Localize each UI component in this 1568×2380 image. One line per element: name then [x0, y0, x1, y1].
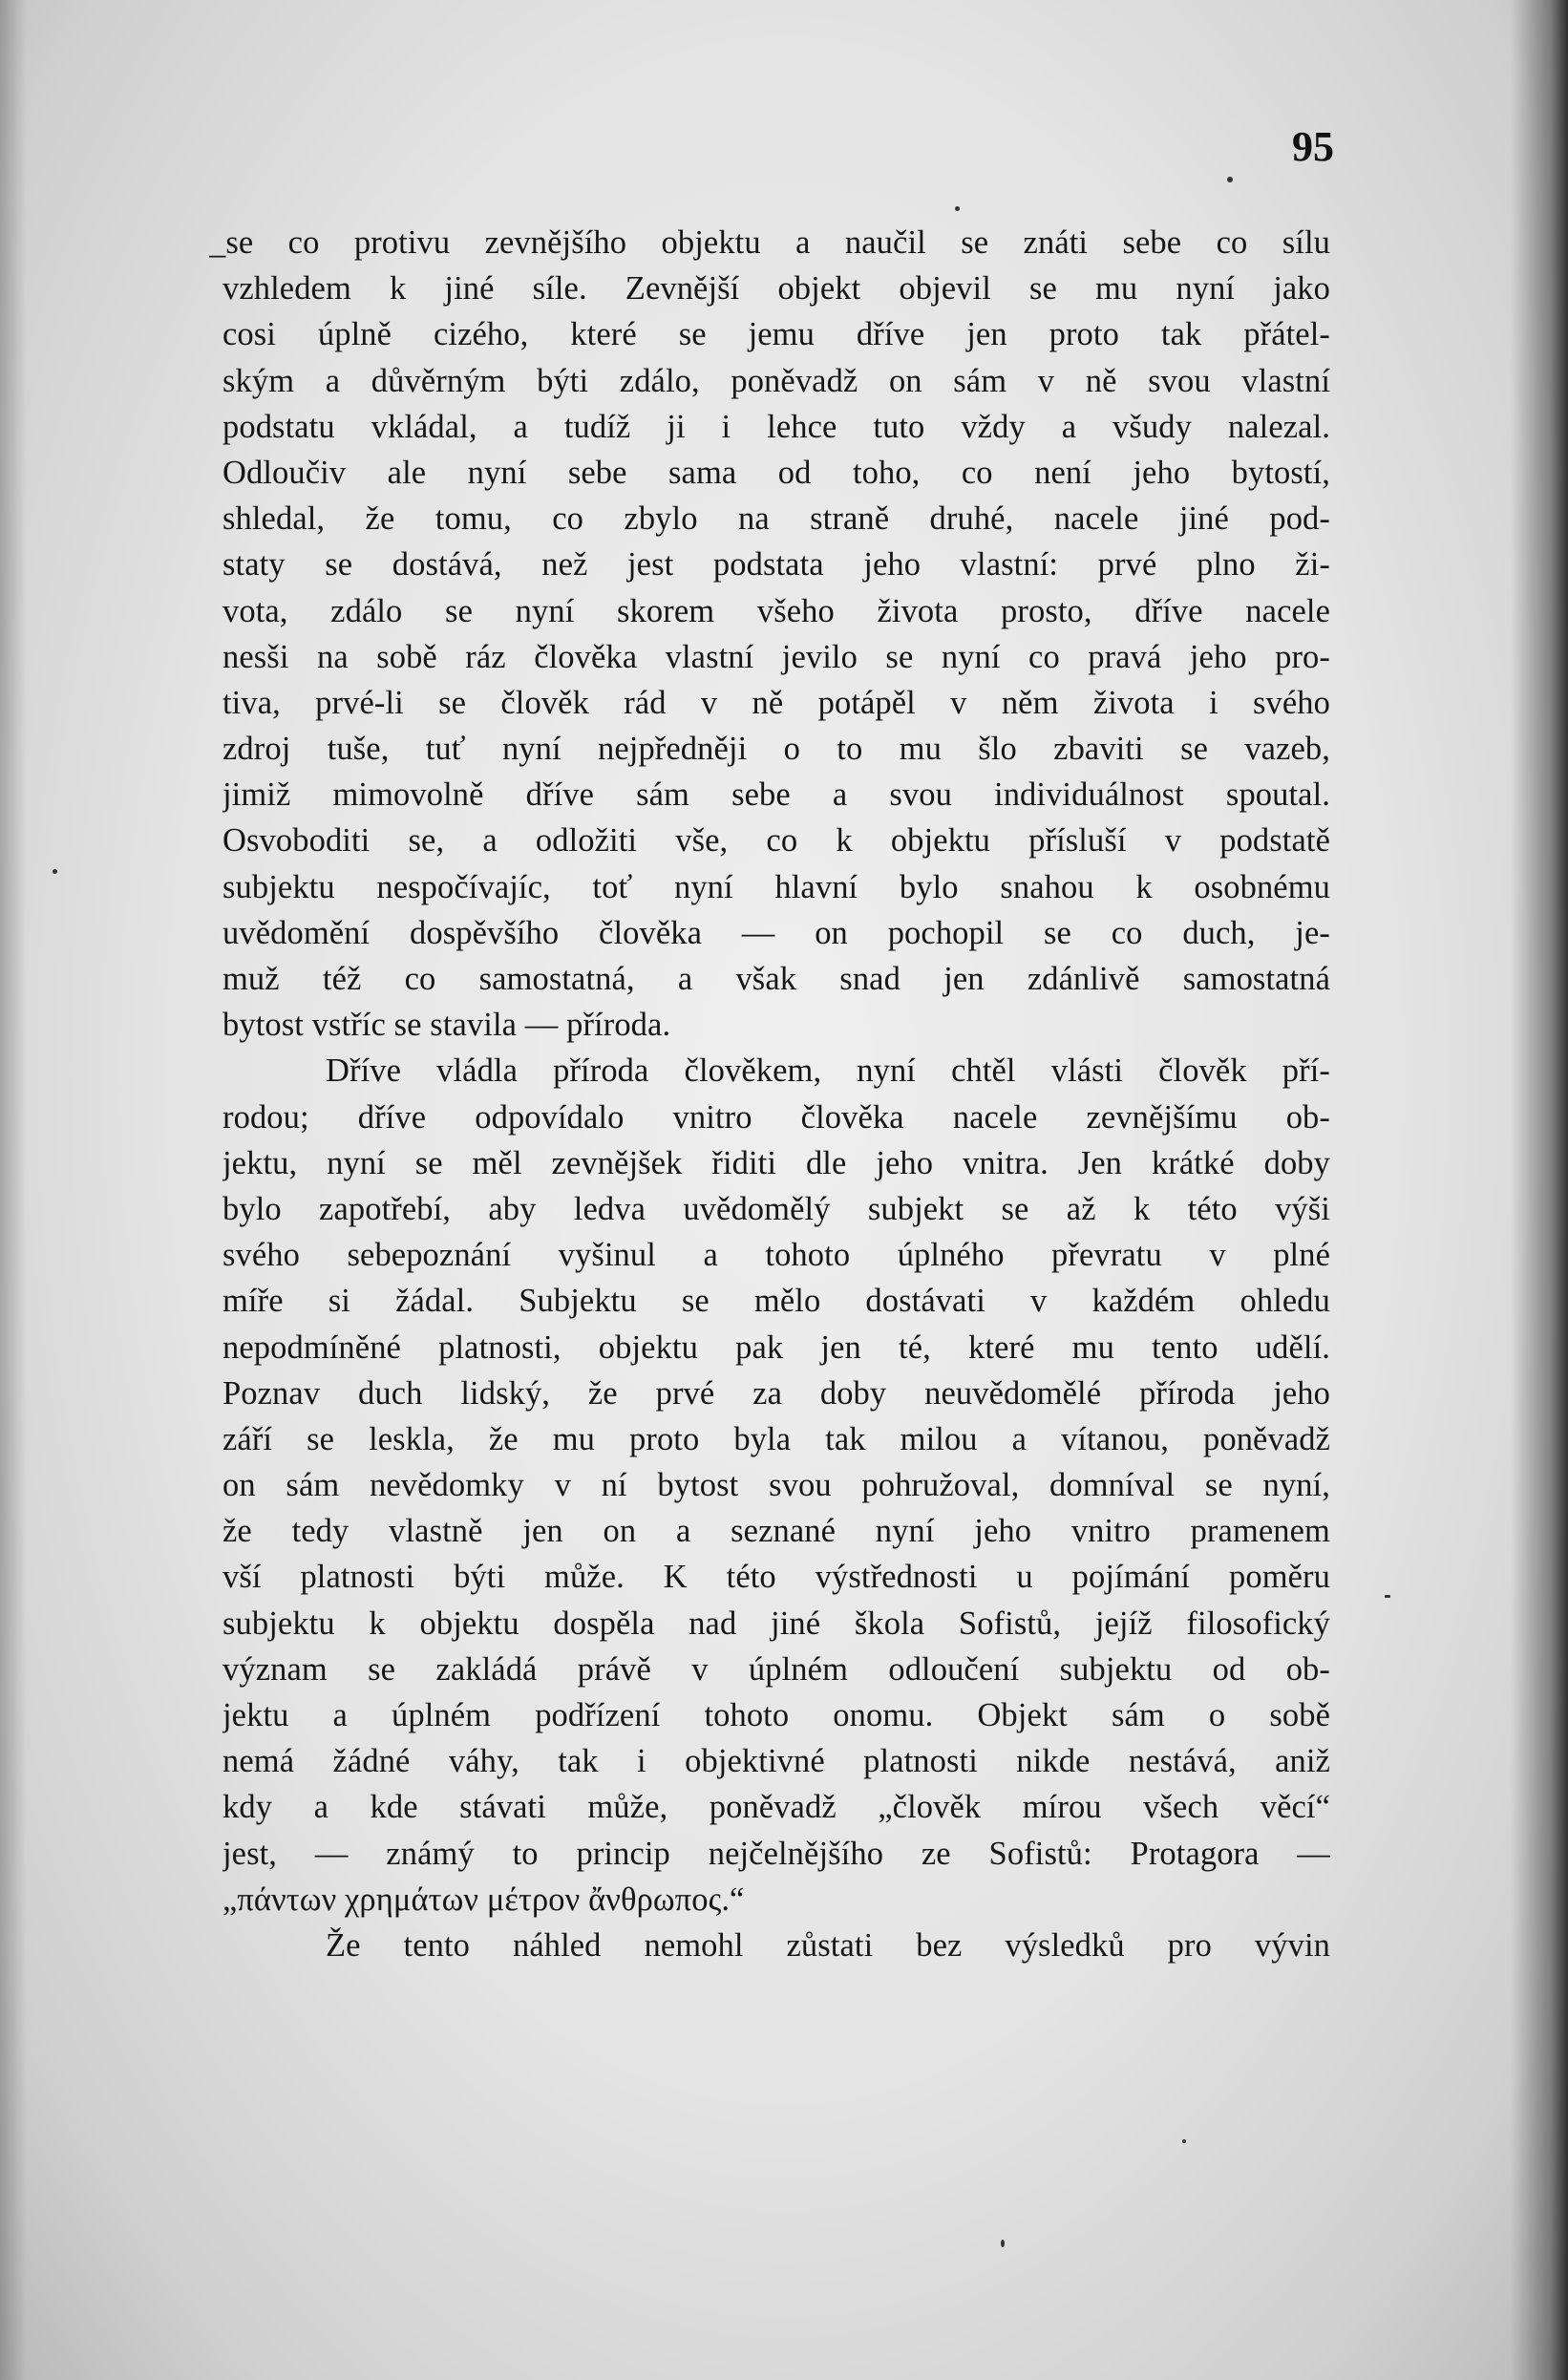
- scan-speck: [1182, 2139, 1186, 2143]
- text-line: nemá žádné váhy, tak i objektivné platnosti nikde nestává, aniž: [222, 1743, 1330, 1780]
- scan-speck: [1385, 1595, 1390, 1598]
- text-line: Odloučiv ale nyní sebe sama od toho, co není jeho bytostí,: [222, 454, 1330, 491]
- text-line: Osvoboditi se, a odložiti vše, co k objektu přísluší v podstatě: [222, 822, 1330, 860]
- text-line: význam se zakládá právě v úplném odloučení subjektu od ob-: [222, 1650, 1330, 1688]
- text-line: vší platnosti býti může. K této výstřednosti u pojímání poměru: [222, 1559, 1330, 1596]
- text-line: Dříve vládla příroda člověkem, nyní chtěl vlásti člověk pří-: [326, 1052, 1330, 1090]
- text-line: subjektu nespočívajíc, toť nyní hlavní bylo snahou k osobnému: [222, 868, 1330, 905]
- text-line: shledal, že tomu, co zbylo na straně druhé, nacele jiné pod-: [222, 500, 1330, 538]
- text-line: zdroj tuše, tuť nyní nejpředněji o to mu šlo zbaviti se vazeb,: [222, 731, 1330, 768]
- text-line: subjektu k objektu dospěla nad jiné škola Sofistů, jejíž filosofický: [222, 1604, 1330, 1642]
- text-line: jest, — známý to princip nejčelnějšího ze Sofistů: Protagora —: [222, 1835, 1330, 1872]
- text-line: nepodmíněné platnosti, objektu pak jen té, které mu tento udělí.: [222, 1328, 1330, 1366]
- text-line: že tedy vlastně jen on a seznané nyní jeho vnitro pramenem: [222, 1513, 1330, 1550]
- text-line: tiva, prvé-li se člověk rád v ně potápěl v něm života i svého: [222, 684, 1330, 721]
- text-line: jektu, nyní se měl zevnějšek řiditi dle jeho vnitra. Jen krátké doby: [222, 1144, 1330, 1181]
- page-number: 95: [1292, 123, 1334, 170]
- text-line: míře si žádal. Subjektu se mělo dostávati v každém ohledu: [222, 1283, 1330, 1320]
- text-line: on sám nevědomky v ní bytost svou pohružoval, domníval se nyní,: [222, 1467, 1330, 1504]
- text-line: nesši na sobě ráz člověka vlastní jevilo se nyní co pravá jeho pro-: [222, 638, 1330, 675]
- scan-speck: [53, 869, 57, 874]
- text-line: bytost vstříc se stavila — příroda.: [222, 1007, 671, 1044]
- text-line: uvědomění dospěvšího člověka — on pochopil se co duch, je-: [222, 914, 1330, 951]
- text-line: jimiž mimovolně dříve sám sebe a svou individuálnost spoutal.: [222, 776, 1330, 814]
- scan-edge-left: [0, 0, 27, 2380]
- text-line: vota, zdálo se nyní skorem všeho života prosto, dříve nacele: [222, 592, 1330, 629]
- scan-speck: [1001, 2240, 1005, 2247]
- text-line: svého sebepoznání vyšinul a tohoto úplného převratu v plné: [222, 1237, 1330, 1274]
- text-line: kdy a kde stávati může, poněvadž „člověk mírou všech věcí“: [222, 1789, 1330, 1826]
- text-line: staty se dostává, než jest podstata jeho vlastní: prvé plno ži-: [222, 546, 1330, 584]
- text-line: podstatu vkládal, a tudíž ji i lehce tuto vždy a všudy nalezal.: [222, 408, 1330, 445]
- text-line: muž též co samostatná, a však snad jen zdánlivě samostatná: [222, 961, 1330, 997]
- text-line: ským a důvěrným býti zdálo, poněvadž on sám v ně svou vlastní: [222, 362, 1330, 399]
- body-text: [209, 220, 1330, 1968]
- text-line: bylo zapotřebí, aby ledva uvědomělý subjekt se až k této výši: [222, 1190, 1330, 1227]
- text-line: září se leskla, že mu proto byla tak milou a vítanou, poněvadž: [222, 1420, 1330, 1457]
- text-line: jektu a úplném podřízení tohoto onomu. Objekt sám o sobě: [222, 1697, 1330, 1733]
- text-line: „πάντων χρημάτων μέτρον ἄνθρωπος.“: [222, 1881, 745, 1918]
- scan-edge-right: [1511, 0, 1568, 2380]
- text-line: rodou; dříve odpovídalo vnitro člověka nacele zevnějšímu ob-: [222, 1098, 1330, 1136]
- text-line: Že tento náhled nemohl zůstati bez výsledků pro vývin: [326, 1926, 1330, 1964]
- text-line: cosi úplně cizého, které se jemu dříve jen proto tak přátel-: [222, 316, 1330, 353]
- scan-speck: [955, 206, 960, 211]
- text-line: _se co protivu zevnějšího objektu a naučil se znáti sebe co sílu: [209, 224, 1330, 261]
- text-line: Poznav duch lidský, že prvé za doby neuvědomělé příroda jeho: [222, 1374, 1330, 1412]
- text-line: vzhledem k jiné síle. Zevnější objekt objevil se mu nyní jako: [222, 270, 1330, 308]
- scan-speck: [1227, 177, 1233, 182]
